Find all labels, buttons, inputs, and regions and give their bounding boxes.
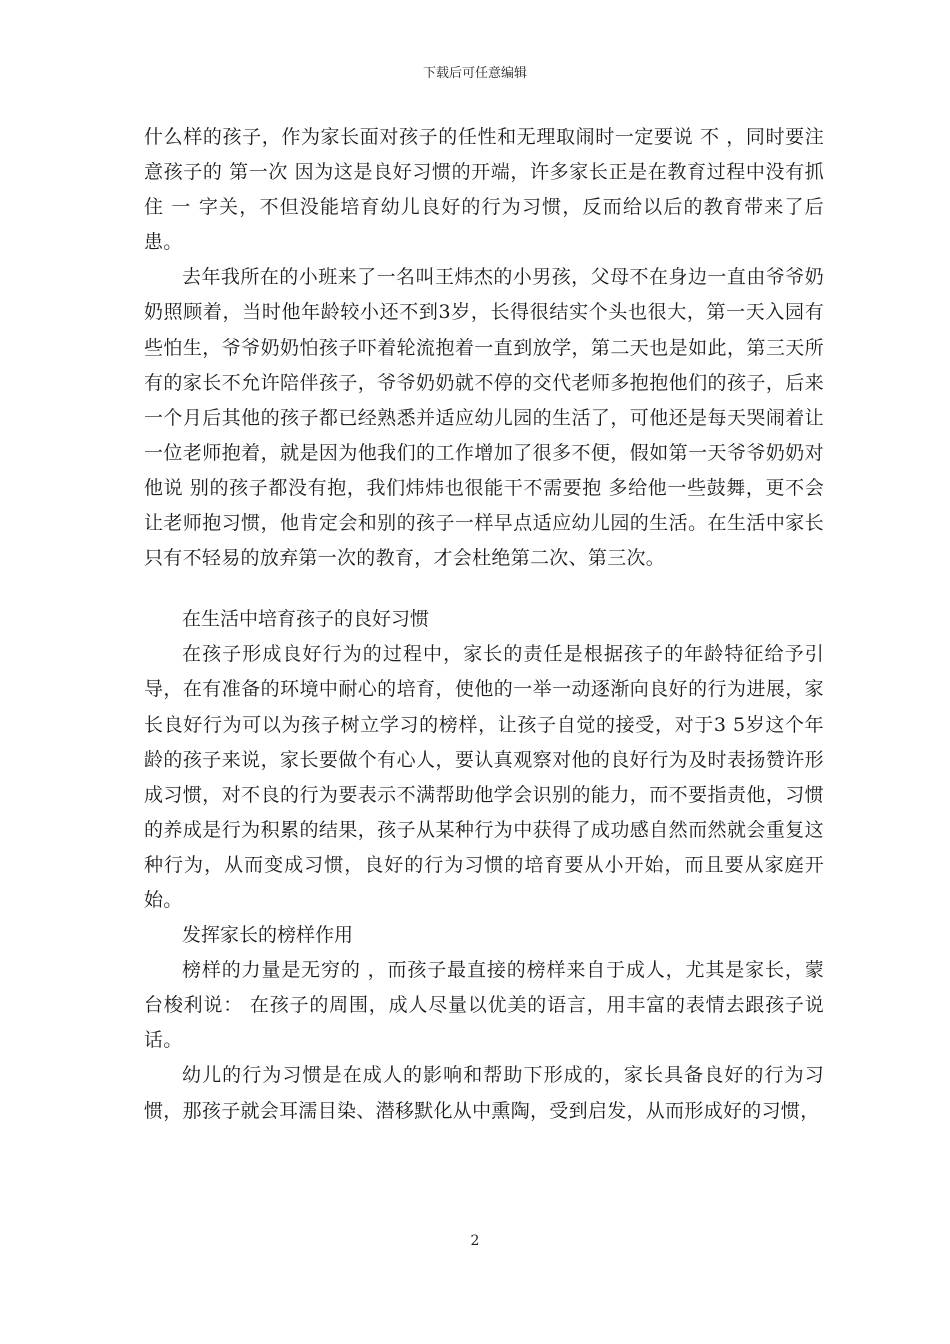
paragraph-5: 幼儿的行为习惯是在成人的影响和帮助下形成的，家长具备良好的行为习惯，那孩子就会耳濡目染、潜移默化从中熏陶，受到启发，从而形成好的习惯， <box>144 1064 824 1122</box>
section-heading-2: 发挥家长的榜样作用 <box>182 924 354 947</box>
section-heading-1: 在生活中培育孩子的良好习惯 <box>182 608 430 631</box>
section-spacer <box>144 576 824 602</box>
paragraph-3: 在孩子形成良好行为的过程中，家长的责任是根据孩子的年龄特征给予引导，在有准备的环境中耐心的培育，使他的一举一动逐渐向良好的行为进展，家长良好行为可以为孩子树立学习的榜样，让孩子自觉的接受，对于3 5岁这个年龄的孩子来说，家长要做个有心人，要认真观察对他的良好行为及时表扬赞许形成习惯，对不良的行为要表示不满帮助他学会识别的能力，而不要指责他，习惯的养成是行为积累的结果，孩子从某种行为中获得了成功感自然而然就会重复这种行为，从而变成习惯，良好的行为习惯的培育要从小开始，而且要从家庭开始。 <box>144 643 824 911</box>
paragraph-1: 什么样的孩子，作为家长面对孩子的任性和无理取闹时一定要说 不 ，同时要注意孩子的 第一次 因为这是良好习惯的开端，许多家长正是在教育过程中没有抓住 一 字关，不但没能培育幼儿良好的行为习惯，反而给以后的教育带来了后患。 <box>144 126 824 254</box>
paragraph-2: 去年我所在的小班来了一名叫王炜杰的小男孩，父母不在身边一直由爷爷奶奶照顾着，当时他年龄较小还不到3岁，长得很结实个头也很大，第一天入园有些怕生，爷爷奶奶怕孩子吓着轮流抱着一直到放学，第二天也是如此，第三天所有的家长不允许陪伴孩子，爷爷奶奶就不停的交代老师多抱抱他们的孩子，后来一个月后其他的孩子都已经熟悉并适应幼儿园的生活了，可他还是每天哭闹着让一位老师抱着，就是因为他我们的工作增加了很多不便，假如第一天爷爷奶奶对他说 别的孩子都没有抱，我们炜炜也很能干不需要抱 多给他一些鼓舞，更不会让老师抱习惯，他肯定会和别的孩子一样早点适应幼儿园的生活。在生活中家长只有不轻易的放弃第一次的教育，才会杜绝第二次、第三次。 <box>144 266 824 570</box>
document-body <box>144 120 824 1129</box>
page-header-note: 下载后可任意编辑 <box>422 66 527 81</box>
page-number: 2 <box>470 1233 480 1249</box>
paragraph-4: 榜样的力量是无穷的 ，而孩子最直接的榜样来自于成人，尤其是家长，蒙台梭利说： 在孩子的周围，成人尽量以优美的语言，用丰富的表情去跟孩子说话。 <box>144 959 824 1052</box>
